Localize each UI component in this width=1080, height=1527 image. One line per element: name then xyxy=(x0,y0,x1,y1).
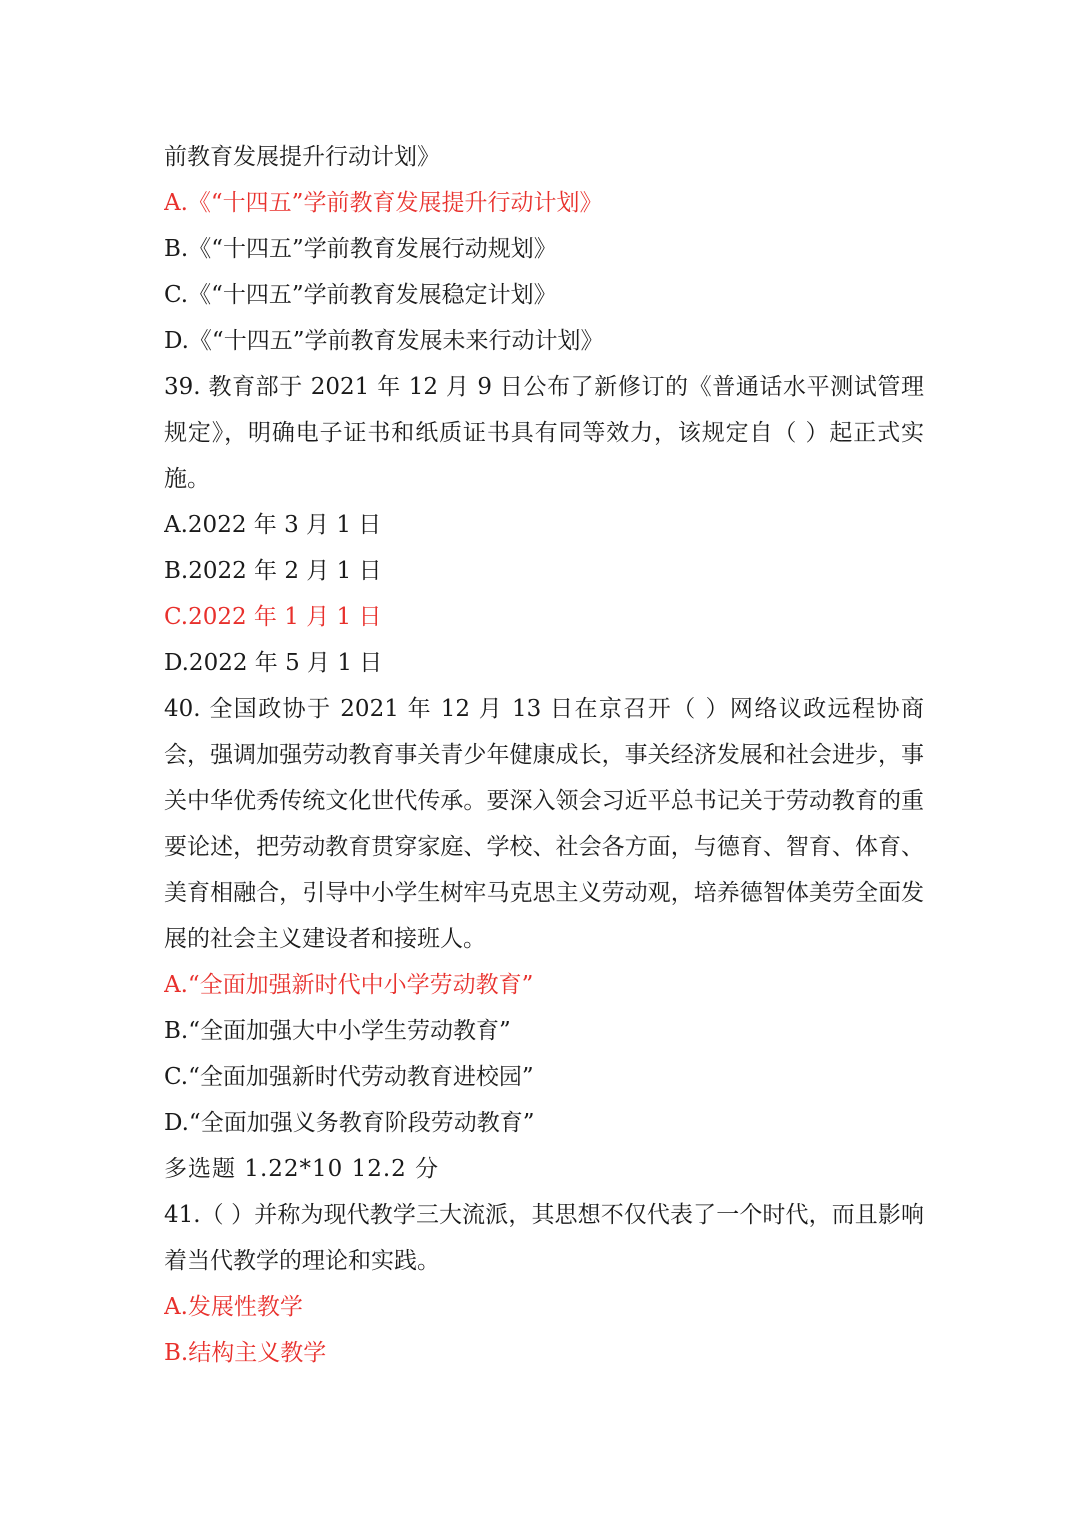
question-40-stem: 40. 全国政协于 2021 年 12 月 13 日在京召开（ ）网络议政远程协商会，强调加强劳动教育事关青少年健康成长，事关经济发展和社会进步，事关中华优秀传统文化世代传承。要深入领会习近平总书记关于劳动教育的重要论述，把劳动教育贯穿家庭、学校、社会各方面，与德育、智育、体育、美育相融合，引导中小学生树牢马克思主义劳动观，培养德智体美劳全面发展的社会主义建设者和接班人。 xyxy=(164,696,924,952)
question-40-option-a: A.“全面加强新时代中小学劳动教育” xyxy=(164,972,534,998)
question-39-stem: 39. 教育部于 2021 年 12 月 9 日公布了新修订的《普通话水平测试管理规定》，明确电子证书和纸质证书具有同等效力，该规定自（ ）起正式实施。 xyxy=(164,374,924,492)
question-40-option-b: B.“全面加强大中小学生劳动教育” xyxy=(164,1018,511,1044)
multiple-choice-section-header: 多选题 1.22*10 12.2 分 xyxy=(164,1156,440,1182)
document-content xyxy=(164,134,924,1376)
question-41-option-b: B.结构主义教学 xyxy=(164,1340,327,1366)
question-38-option-a: A.《“十四五”学前教育发展提升行动计划》 xyxy=(164,190,603,216)
question-41-stem: 41.（ ）并称为现代教学三大流派，其思想不仅代表了一个时代，而且影响着当代教学的理论和实践。 xyxy=(164,1202,924,1274)
question-40-option-c: C.“全面加强新时代劳动教育进校园” xyxy=(164,1064,534,1090)
question-40-option-d: D.“全面加强义务教育阶段劳动教育” xyxy=(164,1110,535,1136)
question-39-option-b: B.2022 年 2 月 1 日 xyxy=(164,558,382,584)
question-39-option-d: D.2022 年 5 月 1 日 xyxy=(164,650,383,676)
question-39-option-c: C.2022 年 1 月 1 日 xyxy=(164,604,382,630)
question-41-option-a: A.发展性教学 xyxy=(164,1294,303,1320)
question-39-option-a: A.2022 年 3 月 1 日 xyxy=(164,512,382,538)
question-38-option-c: C.《“十四五”学前教育发展稳定计划》 xyxy=(164,282,557,308)
question-38-stem-continuation: 前教育发展提升行动计划》 xyxy=(164,144,440,170)
question-38-option-b: B.《“十四五”学前教育发展行动规划》 xyxy=(164,236,557,262)
question-38-option-d: D.《“十四五”学前教育发展未来行动计划》 xyxy=(164,328,604,354)
